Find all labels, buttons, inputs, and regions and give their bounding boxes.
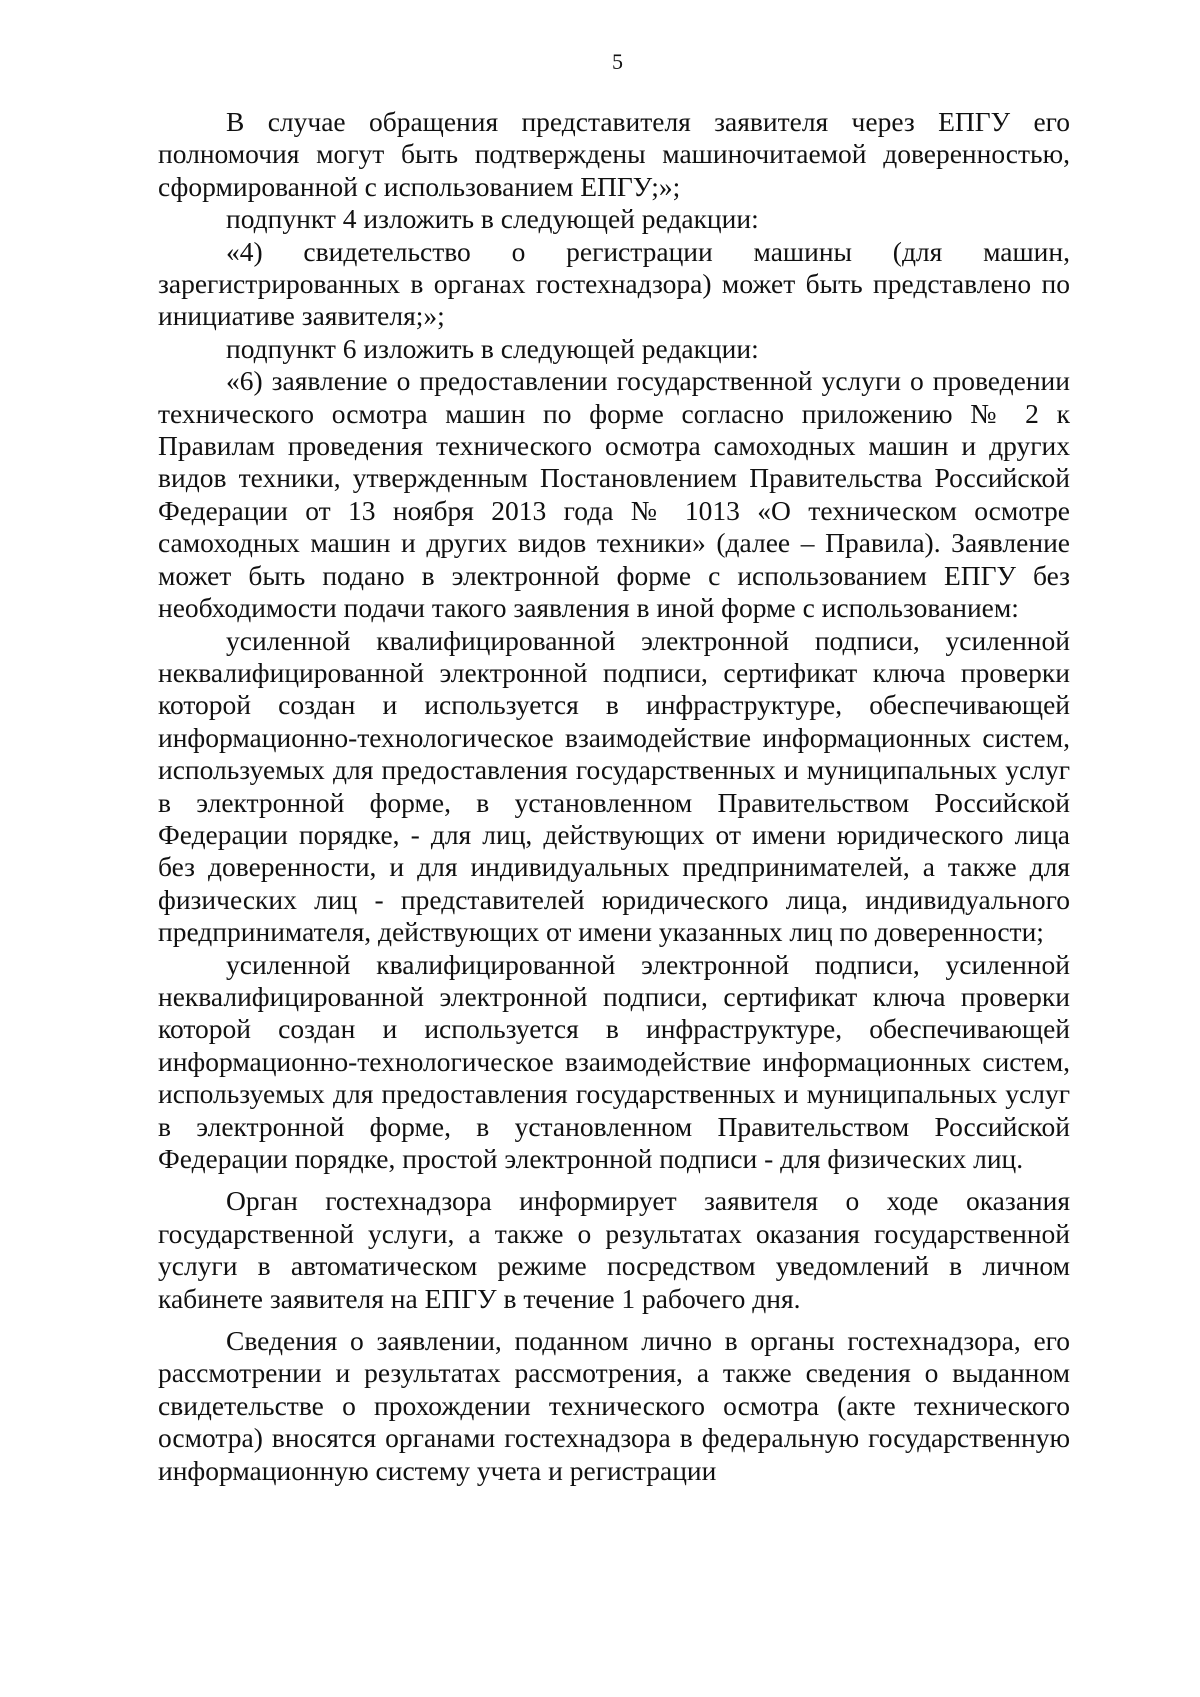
paragraph-registry-info: Сведения о заявлении, поданном лично в органы гостехнадзора, его рассмотрении и результатах рассмотрения, а также сведения о выданном свидетельстве о прохождении технического осмотра (акте технического осмотра) вносятся органами гостехнадзора в федеральную государственную информационную систему учета и регистрации	[158, 1325, 1070, 1486]
paragraph-subpoint-4-text: «4) свидетельство о регистрации машины (для машин, зарегистрированных в органах гостехнадзора) может быть представлено по инициативе заявителя;»;	[158, 235, 1070, 332]
paragraph-signature-individuals: усиленной квалифицированной электронной подписи, усиленной неквалифицированной электронной подписи, сертификат ключа проверки которой создан и используется в инфраструктуре, обеспечивающей информационно-технологическое взаимодействие информационных систем, используемых для предоставления государственных и муниципальных услуг в электронной форме, в установленном Правительством Российской Федерации порядке, простой электронной подписи - для физических лиц.	[158, 948, 1070, 1174]
paragraph-representative-powers: В случае обращения представителя заявителя через ЕПГУ его полномочия могут быть подтверждены машиночитаемой доверенностью, сформированной с использованием ЕПГУ;»;	[158, 106, 1070, 202]
document-body	[158, 106, 1070, 1487]
paragraph-subpoint-6-text: «6) заявление о предоставлении государственной услуги о проведении технического осмотра машин по форме согласно приложению № 2 к Правилам проведения технического осмотра самоходных машин и других видов техники, утвержденным Постановлением Правительства Российской Федерации от 13 ноября 2013 года № 1013 «О техническом осмотре самоходных машин и других видов техники» (далее – Правила). Заявление может быть подано в электронной форме с использованием ЕПГУ без необходимости подачи такого заявления в иной форме с использованием:	[158, 365, 1070, 624]
paragraph-notification: Орган гостехнадзора информирует заявителя о ходе оказания государственной услуги, а также о результатах оказания государственной услуги в автоматическом режиме посредством уведомлений в личном кабинете заявителя на ЕПГУ в течение 1 рабочего дня.	[158, 1185, 1070, 1314]
paragraph-subpoint-6-intro: подпункт 6 изложить в следующей редакции:	[226, 332, 759, 364]
paragraph-signature-legal-entities: усиленной квалифицированной электронной подписи, усиленной неквалифицированной электронной подписи, сертификат ключа проверки которой создан и используется в инфраструктуре, обеспечивающей информационно-технологическое взаимодействие информационных систем, используемых для предоставления государственных и муниципальных услуг в электронной форме, в установленном Правительством Российской Федерации порядке, - для лиц, действующих от имени юридического лица без доверенности, и для индивидуальных предпринимателей, а также для физических лиц - представителей юридического лица, индивидуального предпринимателя, действующих от имени указанных лиц по доверенности;	[158, 624, 1070, 948]
page-number: 5	[612, 49, 623, 74]
paragraph-subpoint-4-intro: подпункт 4 изложить в следующей редакции:	[226, 203, 759, 235]
